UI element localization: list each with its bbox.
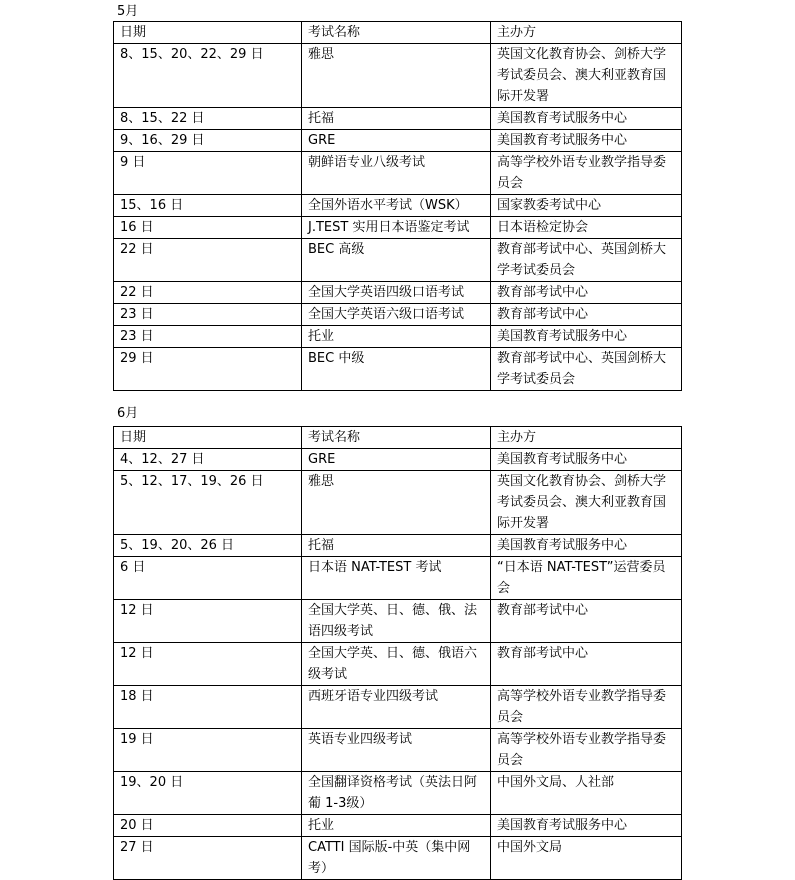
table-row [114,108,682,130]
date-cell: 22 日 [114,239,302,282]
table-row [114,152,682,195]
date-cell: 9 日 [114,152,302,195]
date-cell: 5、19、20、26 日 [114,535,302,557]
organizer-cell: 高等学校外语专业教学指导委员会 [491,686,682,729]
organizer-cell: 英国文化教育协会、剑桥大学考试委员会、澳大利亚教育国际开发署 [491,44,682,108]
date-cell: 12 日 [114,600,302,643]
exam-name-cell: 托福 [302,535,491,557]
column-header: 主办方 [491,22,682,44]
column-header: 主办方 [491,427,682,449]
organizer-cell: 教育部考试中心 [491,643,682,686]
table-row [114,600,682,643]
organizer-cell: 美国教育考试服务中心 [491,108,682,130]
header-row [114,427,682,449]
table-row [114,239,682,282]
table-row [114,815,682,837]
organizer-cell: “日本语 NAT-TEST”运营委员会 [491,557,682,600]
date-cell: 8、15、20、22、29 日 [114,44,302,108]
table-row [114,282,682,304]
column-header: 日期 [114,22,302,44]
exam-name-cell: 西班牙语专业四级考试 [302,686,491,729]
column-header: 考试名称 [302,22,491,44]
table-row [114,348,682,391]
column-header: 考试名称 [302,427,491,449]
header-row [114,22,682,44]
organizer-cell: 高等学校外语专业教学指导委员会 [491,152,682,195]
date-cell: 15、16 日 [114,195,302,217]
exam-name-cell: 雅思 [302,471,491,535]
organizer-cell: 中国外文局、人社部 [491,772,682,815]
table-row [114,471,682,535]
exam-name-cell: 全国大学英、日、德、俄语六级考试 [302,643,491,686]
exam-name-cell: 全国外语水平考试（WSK） [302,195,491,217]
table-row [114,304,682,326]
date-cell: 19、20 日 [114,772,302,815]
table-row [114,557,682,600]
table-row [114,195,682,217]
exam-name-cell: J.TEST 实用日本语鉴定考试 [302,217,491,239]
exam-name-cell: BEC 中级 [302,348,491,391]
month-heading: 5月 [117,4,139,19]
date-cell: 20 日 [114,815,302,837]
exam-name-cell: 日本语 NAT-TEST 考试 [302,557,491,600]
organizer-cell: 教育部考试中心 [491,304,682,326]
table-row [114,837,682,880]
table-row [114,217,682,239]
exam-name-cell: 雅思 [302,44,491,108]
organizer-cell: 国家教委考试中心 [491,195,682,217]
date-cell: 23 日 [114,326,302,348]
organizer-cell: 教育部考试中心、英国剑桥大学考试委员会 [491,239,682,282]
organizer-cell: 中国外文局 [491,837,682,880]
organizer-cell: 日本语检定协会 [491,217,682,239]
organizer-cell: 美国教育考试服务中心 [491,326,682,348]
date-cell: 4、12、27 日 [114,449,302,471]
organizer-cell: 美国教育考试服务中心 [491,535,682,557]
date-cell: 22 日 [114,282,302,304]
exam-name-cell: 托业 [302,326,491,348]
exam-name-cell: CATTI 国际版-中英（集中网考） [302,837,491,880]
organizer-cell: 教育部考试中心 [491,282,682,304]
table-row [114,643,682,686]
organizer-cell: 高等学校外语专业教学指导委员会 [491,729,682,772]
exam-name-cell: GRE [302,130,491,152]
table-row [114,326,682,348]
table-row [114,535,682,557]
date-cell: 6 日 [114,557,302,600]
table-row [114,686,682,729]
organizer-cell: 英国文化教育协会、剑桥大学考试委员会、澳大利亚教育国际开发署 [491,471,682,535]
organizer-cell: 美国教育考试服务中心 [491,130,682,152]
exam-name-cell: BEC 高级 [302,239,491,282]
date-cell: 23 日 [114,304,302,326]
exam-name-cell: 全国大学英语四级口语考试 [302,282,491,304]
date-cell: 16 日 [114,217,302,239]
exam-name-cell: 全国大学英、日、德、俄、法语四级考试 [302,600,491,643]
table-row [114,449,682,471]
date-cell: 8、15、22 日 [114,108,302,130]
exam-name-cell: 英语专业四级考试 [302,729,491,772]
exam-name-cell: GRE [302,449,491,471]
date-cell: 29 日 [114,348,302,391]
exam-name-cell: 托福 [302,108,491,130]
organizer-cell: 美国教育考试服务中心 [491,449,682,471]
table-row [114,44,682,108]
exam-name-cell: 朝鲜语专业八级考试 [302,152,491,195]
exam-name-cell: 托业 [302,815,491,837]
exam-name-cell: 全国大学英语六级口语考试 [302,304,491,326]
organizer-cell: 教育部考试中心、英国剑桥大学考试委员会 [491,348,682,391]
table-row [114,729,682,772]
table-row [114,130,682,152]
date-cell: 19 日 [114,729,302,772]
table-row [114,772,682,815]
exam-name-cell: 全国翻译资格考试（英法日阿葡 1-3级） [302,772,491,815]
month-heading: 6月 [117,406,139,421]
column-header: 日期 [114,427,302,449]
exam-schedule-table [113,21,682,391]
date-cell: 9、16、29 日 [114,130,302,152]
organizer-cell: 教育部考试中心 [491,600,682,643]
organizer-cell: 美国教育考试服务中心 [491,815,682,837]
date-cell: 18 日 [114,686,302,729]
date-cell: 5、12、17、19、26 日 [114,471,302,535]
date-cell: 12 日 [114,643,302,686]
exam-schedule-table [113,426,682,880]
date-cell: 27 日 [114,837,302,880]
